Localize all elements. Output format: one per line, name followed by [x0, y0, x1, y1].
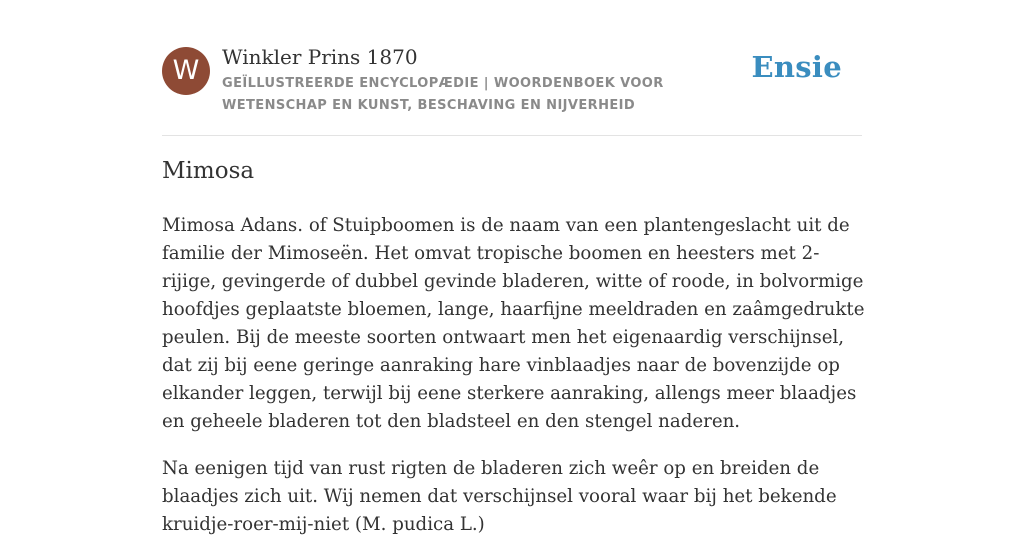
source-header [162, 0, 862, 136]
article-title: Mimosa [162, 158, 255, 184]
source-title[interactable]: Winkler Prins 1870 [222, 45, 418, 69]
source-subtitle: GEÏLLUSTREERDE ENCYCLOPÆDIE | WOORDENBOEK VOOR WETENSCHAP EN KUNST, BESCHAVING EN NIJVERHEID [222, 76, 664, 113]
source-avatar[interactable]: W [162, 47, 210, 95]
article-paragraph: Mimosa Adans. of Stuipboomen is de naam van een plantengeslacht uit de familie der Mimoseën. Het omvat tropische boomen en heesters met 2-rijige, gevingerde of dubbel gevinde bladeren, witte of roode, in bolvormige hoofdjes geplaatste bloemen, lange, haarfijne meeldraden en zaâmgedrukte peulen. Bij de meeste soorten ontwaart men het eigenaardig verschijnsel, dat zij bij eene geringe aanraking hare vinblaadjes naar de bovenzijde op elkander leggen, terwijl bij eene sterkere aanraking, allengs meer blaadjes en geheele bladeren tot den bladsteel en den stengel naderen. [162, 215, 865, 432]
article-body [162, 212, 866, 558]
article-paragraph: Na eenigen tijd van rust rigten de bladeren zich weêr op en breiden de blaadjes zich uit. Wij nemen dat verschijnsel vooral waar bij het bekende kruidje-roer-mij-niet (M. pudica L.) [162, 458, 837, 535]
page [162, 0, 865, 535]
brand-logo-link[interactable]: Ensie [751, 50, 842, 84]
